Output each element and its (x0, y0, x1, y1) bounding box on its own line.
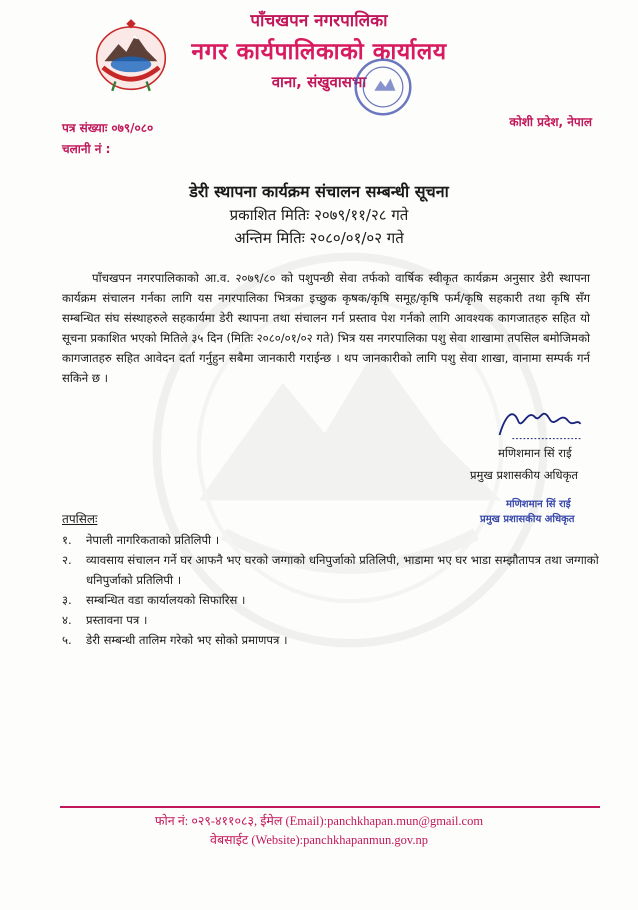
list-item-text: व्यावसाय संचालन गर्ने घर आफनै भए घरको जग्गाको धनिपुर्जाको प्रतिलिपी, भाडामा भए घर भाडा सम्झौतापत्र तथा जग्गाको धनिपुर्जाको प्रतिलिपी । (86, 553, 599, 587)
footer-contact: फोन नं: ०२९-४११०८३, ईमेल (Email):panchkhapan.mun@gmail.com (154, 814, 484, 828)
deadline-date: अन्तिम मितिः २०८०/०१/०२ गते (234, 229, 404, 247)
list-item-text: नेपाली नागरिकताको प्रतिलिपी । (86, 533, 220, 547)
footer-divider (60, 806, 600, 808)
office-stamp (352, 56, 414, 118)
notice-body: पाँचखपन नगरपालिकाको आ.व. २०७९/८० को पशुपन्छी सेवा तर्फको वार्षिक स्वीकृत कार्यक्रम अनुसार डेरी स्थापना कार्यक्रम संचालन गर्नका लागि यस नगरपालिका भित्रका इच्छुक कृषक/कृषि समूह/कृषि फर्म/कृषि सहकारी तथा कृषि सँग सम्बन्धित संघ संस्थाहरुले सहकार्यमा डेरी स्थापना तथा संचालन गर्न प्रस्ताव पेश गर्नको लागि आवश्यक कागजातहरु सहित यो सूचना प्रकाशित भएको मितिले ३५ दिन (मितिः २०८०/०१/०२ गते) भित्र यस नगरपालिका पशु सेवा शाखामा तपसिल बमोजिमको कागजातहरु सहित आवेदन दर्ता गर्नुहुन सबैमा जानकारी गराईन्छ । थप जानकारीको लागि पशु सेवा शाखा, वानामा सम्पर्क गर्न सकिने छ । (62, 271, 590, 385)
dispatch-number: चलानी नं : (62, 142, 111, 156)
list-item-text: प्रस्तावना पत्र । (86, 613, 148, 627)
reference-number: पत्र संख्याः ०७९/०८० (62, 121, 154, 135)
list-item-text: डेरी सम्बन्धी तालिम गरेको भए सोको प्रमाणपत्र । (86, 633, 288, 647)
signatory-name: मणिशमान सिं राई (498, 446, 572, 460)
office-address: वाना, संखुवासभा (271, 73, 367, 91)
list-item (62, 610, 602, 630)
handwritten-signature (492, 400, 588, 446)
list-item-number: ५. (62, 633, 72, 647)
list-item-number: १. (62, 533, 72, 547)
signatory-position: प्रमुख प्रशासकीय अधिकृत (470, 468, 578, 482)
seal-name: मणिशमान सिं राई (506, 499, 571, 510)
office-name: नगर कार्यपालिकाको कार्यालय (191, 39, 447, 65)
list-item (62, 590, 602, 610)
seal-position: प्रमुख प्रशासकीय अधिकृत (480, 514, 575, 525)
list-item (62, 530, 602, 550)
municipality-name: पाँचखपन नगरपालिका (250, 11, 388, 31)
annex-list (62, 530, 602, 650)
published-date: प्रकाशित मितिः २०७९/११/२८ गते (229, 206, 409, 224)
footer-website: वेबसाईट (Website):panchkhapanmun.gov.np (210, 833, 428, 847)
annex-heading: तपसिलः (62, 512, 98, 526)
list-item-text: सम्बन्धित वडा कार्यालयको सिफारिस । (86, 593, 246, 607)
notice-title: डेरी स्थापना कार्यक्रम संचालन सम्बन्धी सूचना (189, 182, 449, 201)
list-item-number: ३. (62, 593, 72, 607)
list-item-number: २. (62, 553, 72, 567)
list-item (62, 550, 602, 590)
province-name: कोशी प्रदेश, नेपाल (509, 115, 592, 129)
list-item (62, 630, 602, 650)
list-item-number: ४. (62, 613, 72, 627)
